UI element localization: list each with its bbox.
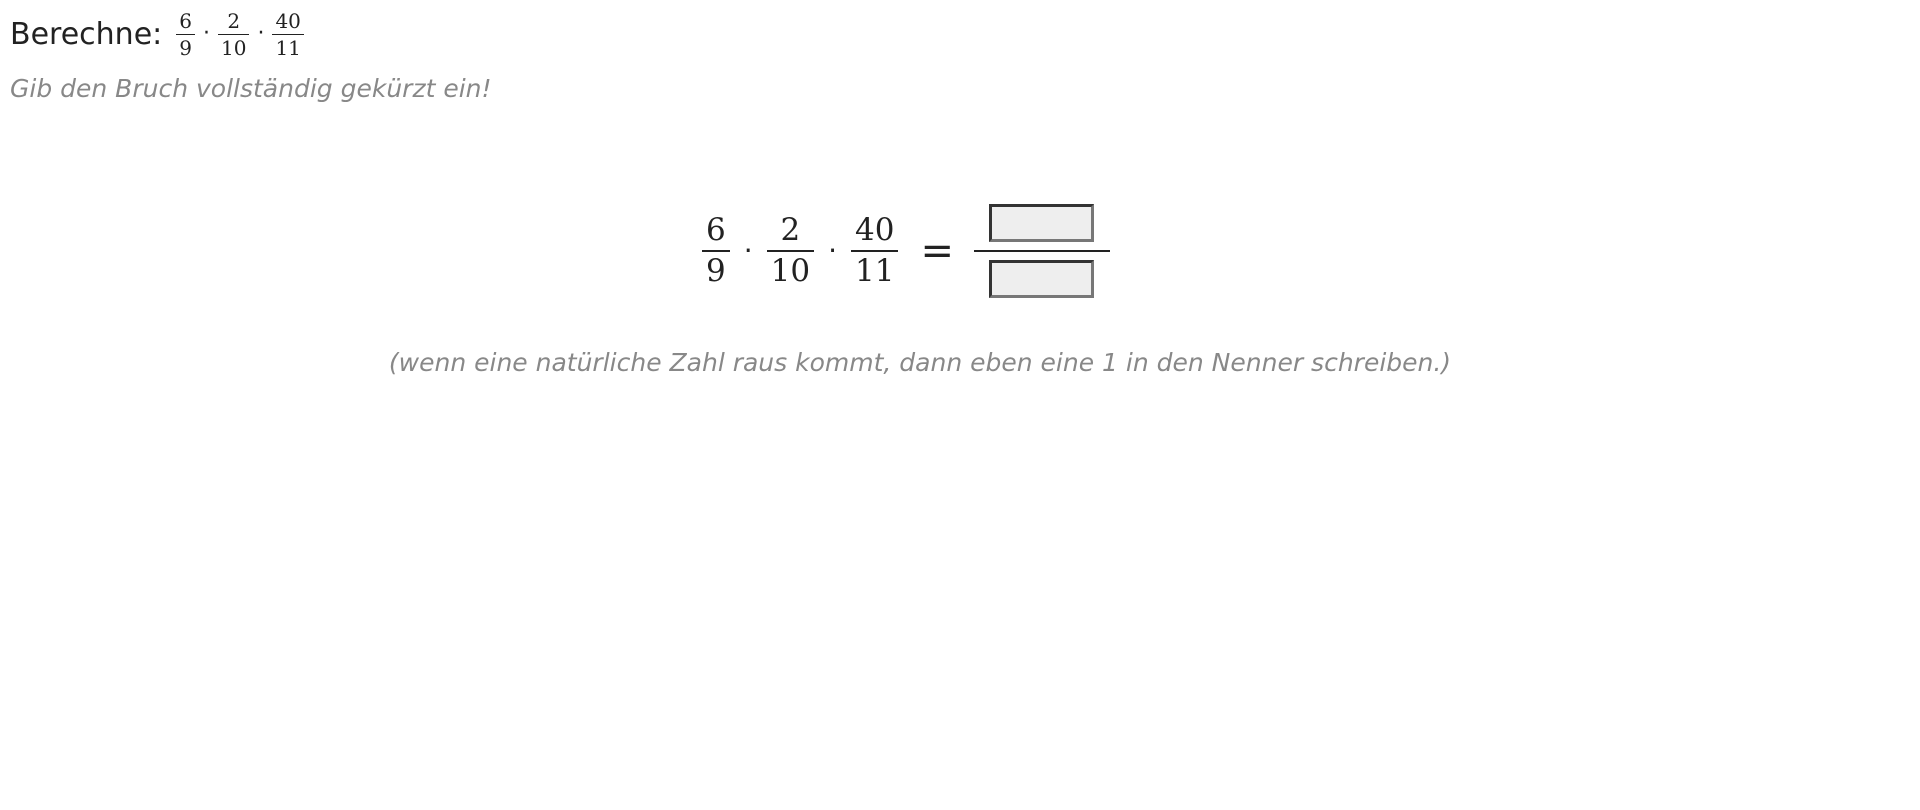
task-fraction-2-numerator: 2	[227, 8, 241, 33]
task-label: Berechne:	[10, 16, 163, 52]
task-fraction-1	[176, 8, 195, 60]
denominator-note: (wenn eine natürliche Zahl raus kommt, dann eben eine 1 in den Nenner schreiben.)	[388, 348, 1452, 377]
equation-fraction-3	[851, 212, 898, 289]
equation-fraction-1	[702, 212, 730, 289]
task-fraction-3-denominator: 11	[275, 35, 301, 60]
equation-fraction-2	[767, 212, 814, 289]
equation-fraction-3-denominator: 11	[855, 253, 895, 289]
answer-fraction	[974, 204, 1110, 298]
equation-fraction-2-numerator: 2	[780, 212, 801, 248]
instruction-hint: Gib den Bruch vollständig gekürzt ein!	[10, 74, 492, 103]
answer-fraction-bar	[974, 250, 1110, 252]
multiply-operator: ·	[828, 234, 837, 267]
equation-fraction-1-numerator: 6	[706, 212, 726, 248]
task-fraction-2-denominator: 10	[221, 35, 247, 60]
task-fraction-3-numerator: 40	[275, 8, 301, 33]
denominator-input[interactable]	[989, 260, 1094, 298]
task-fraction-3	[272, 8, 303, 60]
task-fraction-1-denominator: 9	[179, 35, 192, 60]
multiply-operator: ·	[743, 234, 753, 267]
equation-fraction-1-denominator: 9	[706, 253, 726, 289]
numerator-input[interactable]	[989, 204, 1094, 242]
equals-sign: =	[920, 228, 954, 274]
task-fraction-1-numerator: 6	[179, 8, 192, 33]
multiply-operator: ·	[257, 21, 265, 46]
task-fraction-2	[218, 8, 249, 60]
task-statement	[10, 8, 304, 60]
equation-fraction-2-denominator: 10	[770, 253, 811, 289]
equation	[702, 192, 1110, 310]
equation-fraction-3-numerator: 40	[855, 212, 895, 248]
multiply-operator: ·	[203, 21, 210, 46]
